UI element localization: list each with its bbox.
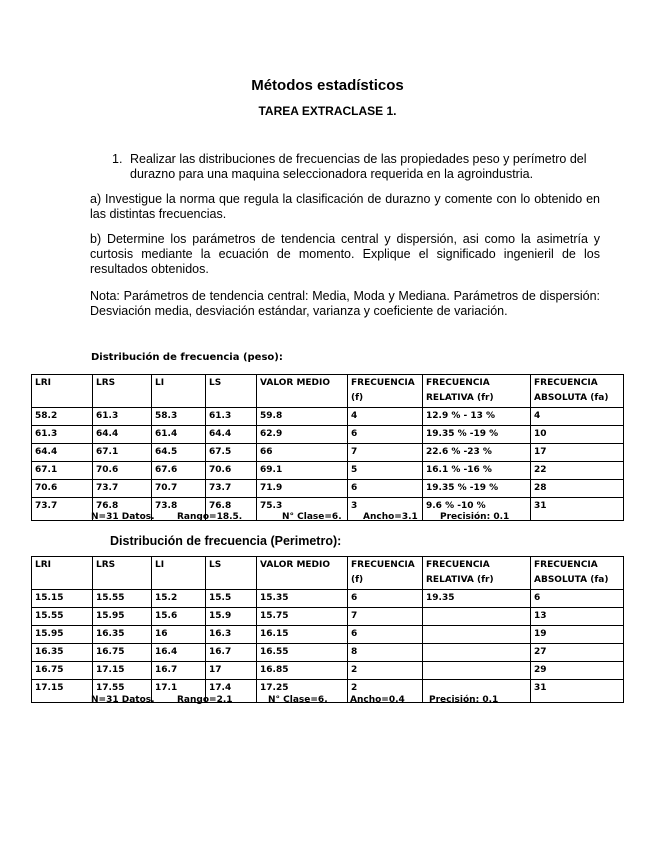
- table-cell: 58.3: [152, 408, 206, 426]
- table-row: [32, 662, 624, 680]
- table-cell: 73.8: [152, 498, 206, 521]
- table-cell: 15.15: [32, 590, 93, 608]
- table-row: [32, 608, 624, 626]
- table-header-row: [32, 375, 624, 408]
- header-cell: FRECUENCIA ABSOLUTA (fa): [531, 375, 624, 408]
- table-cell: 17.55: [93, 680, 152, 703]
- header-cell: FRECUENCIA RELATIVA (fr): [423, 375, 531, 408]
- header-cell: LRI: [32, 375, 93, 408]
- table-cell: 15.55: [32, 608, 93, 626]
- header-cell: FRECUENCIA ABSOLUTA (fa): [531, 557, 624, 590]
- table-cell: 7: [348, 608, 423, 626]
- table-cell: 59.8: [257, 408, 348, 426]
- stat-clases: N° Clase=6.: [282, 512, 342, 522]
- table-cell: 16.85: [257, 662, 348, 680]
- frequency-table-perimetro: [31, 556, 624, 703]
- table-cell: 17.4: [206, 680, 257, 703]
- table-cell: 31: [531, 498, 624, 521]
- table-cell: 66: [257, 444, 348, 462]
- table-cell: 3: [348, 498, 423, 521]
- table-cell: 15.95: [32, 626, 93, 644]
- table-cell: 58.2: [32, 408, 93, 426]
- table-cell: 16.15: [257, 626, 348, 644]
- table-cell: 27: [531, 644, 624, 662]
- table-cell: 17.25: [257, 680, 348, 703]
- header-cell: VALOR MEDIO: [257, 557, 348, 590]
- table-cell: 17.1: [152, 680, 206, 703]
- table-row: [32, 480, 624, 498]
- table-row: [32, 462, 624, 480]
- table-cell: 71.9: [257, 480, 348, 498]
- table2-body: [32, 590, 624, 703]
- table-cell: 6: [348, 590, 423, 608]
- header-cell: LS: [206, 375, 257, 408]
- table-cell: 76.8: [206, 498, 257, 521]
- table-cell: 15.2: [152, 590, 206, 608]
- table-cell: 13: [531, 608, 624, 626]
- table-cell: 69.1: [257, 462, 348, 480]
- header-cell: FRECUENCIA (f): [348, 557, 423, 590]
- table-cell: 2: [348, 662, 423, 680]
- stat-n: N=31 Datos.: [91, 695, 155, 705]
- table-cell: 28: [531, 480, 624, 498]
- table-cell: 6: [531, 590, 624, 608]
- table-cell: 70.7: [152, 480, 206, 498]
- table-cell: 17.15: [32, 680, 93, 703]
- table-cell: [423, 608, 531, 626]
- stat-precision: Precisión: 0.1: [440, 512, 510, 522]
- stat-rango: Rango=18.5.: [177, 512, 243, 522]
- table-cell: 4: [531, 408, 624, 426]
- table-cell: 16.4: [152, 644, 206, 662]
- stat-precision: Precisión: 0.1: [429, 695, 499, 705]
- table-cell: 16.75: [93, 644, 152, 662]
- stat-rango: Rango=2.1: [177, 695, 233, 705]
- table-cell: 10: [531, 426, 624, 444]
- table-cell: 73.7: [93, 480, 152, 498]
- document-subtitle: TAREA EXTRACLASE 1.: [258, 104, 397, 118]
- table-cell: 15.5: [206, 590, 257, 608]
- table-cell: 15.55: [93, 590, 152, 608]
- table-cell: 61.3: [32, 426, 93, 444]
- table-cell: [423, 626, 531, 644]
- table-cell: 15.95: [93, 608, 152, 626]
- stat-n: N=31 Datos.: [91, 512, 155, 522]
- header-cell: LRI: [32, 557, 93, 590]
- document-title: Métodos estadísticos: [251, 77, 404, 94]
- table-cell: 16.7: [152, 662, 206, 680]
- table-cell: 12.9 % - 13 %: [423, 408, 531, 426]
- table-cell: 67.1: [32, 462, 93, 480]
- header-cell: FRECUENCIA (f): [348, 375, 423, 408]
- header-cell: LS: [206, 557, 257, 590]
- table-cell: 70.6: [93, 462, 152, 480]
- table-cell: 19.35: [423, 590, 531, 608]
- table-cell: 16.1 % -16 %: [423, 462, 531, 480]
- table-cell: 22.6 % -23 %: [423, 444, 531, 462]
- table-cell: 17.15: [93, 662, 152, 680]
- paragraph-b: b) Determine los parámetros de tendencia central y dispersión, asi como la asimetría y curtosis mediante la ecuación de momento. Explique el significado ingenieril de los resultados obtenidos.: [90, 232, 600, 276]
- table-header-row: [32, 557, 624, 590]
- table-cell: 64.4: [32, 444, 93, 462]
- table-cell: 6: [348, 426, 423, 444]
- table-cell: 4: [348, 408, 423, 426]
- table-cell: [423, 662, 531, 680]
- table-cell: 67.5: [206, 444, 257, 462]
- table-cell: 17: [531, 444, 624, 462]
- table-cell: 31: [531, 680, 624, 703]
- header-cell: LI: [152, 557, 206, 590]
- item-text: Realizar las distribuciones de frecuencias de las propiedades peso y perímetro del durazno para una maquina seleccionadora requerida en la agroindustria.: [130, 152, 587, 181]
- table-cell: 15.9: [206, 608, 257, 626]
- table1-caption: Distribución de frecuencia (peso):: [91, 352, 283, 363]
- stat-ancho: Ancho=3.1: [363, 512, 418, 522]
- table-row: [32, 426, 624, 444]
- header-cell: FRECUENCIA RELATIVA (fr): [423, 557, 531, 590]
- header-cell: LRS: [93, 375, 152, 408]
- table-cell: 15.75: [257, 608, 348, 626]
- table-cell: 16.3: [206, 626, 257, 644]
- table1-body: [32, 408, 624, 521]
- table-cell: 29: [531, 662, 624, 680]
- table-cell: 16: [152, 626, 206, 644]
- table-cell: 5: [348, 462, 423, 480]
- table-cell: 70.6: [206, 462, 257, 480]
- table-cell: 16.35: [93, 626, 152, 644]
- header-cell: LI: [152, 375, 206, 408]
- table-cell: 61.4: [152, 426, 206, 444]
- table-row: [32, 408, 624, 426]
- table-cell: 8: [348, 644, 423, 662]
- table-cell: 64.4: [206, 426, 257, 444]
- table-cell: 9.6 % -10 %: [423, 498, 531, 521]
- header-cell: VALOR MEDIO: [257, 375, 348, 408]
- table-cell: 17: [206, 662, 257, 680]
- table-cell: 19: [531, 626, 624, 644]
- table-cell: 73.7: [32, 498, 93, 521]
- frequency-table-peso: [31, 374, 624, 521]
- paragraph-a: a) Investigue la norma que regula la clasificación de durazno y comente con lo obtenido en las distintas frecuencias.: [90, 192, 600, 221]
- table-cell: 70.6: [32, 480, 93, 498]
- table-cell: 64.5: [152, 444, 206, 462]
- table-cell: 22: [531, 462, 624, 480]
- item-number: 1.: [112, 152, 123, 166]
- table-cell: 19.35 % -19 %: [423, 426, 531, 444]
- table-cell: 16.55: [257, 644, 348, 662]
- table-cell: 76.8: [93, 498, 152, 521]
- stat-clases: N° Clase=6.: [268, 695, 328, 705]
- table-cell: 67.1: [93, 444, 152, 462]
- table-cell: 7: [348, 444, 423, 462]
- table-cell: 61.3: [93, 408, 152, 426]
- table-row: [32, 590, 624, 608]
- paragraph-nota: Nota: Parámetros de tendencia central: Media, Moda y Mediana. Parámetros de dispersión: Desviación media, desviación estándar, varianza y coeficiente de variación.: [90, 289, 600, 318]
- stat-ancho: Ancho=0.4: [350, 695, 405, 705]
- table-cell: 2: [348, 680, 423, 703]
- table-cell: 15.35: [257, 590, 348, 608]
- table-cell: 73.7: [206, 480, 257, 498]
- header-cell: LRS: [93, 557, 152, 590]
- numbered-item-1: [112, 152, 602, 182]
- table-cell: 67.6: [152, 462, 206, 480]
- table-cell: 6: [348, 480, 423, 498]
- table-cell: 16.75: [32, 662, 93, 680]
- table-cell: 62.9: [257, 426, 348, 444]
- table-cell: 15.6: [152, 608, 206, 626]
- table-cell: 19.35 % -19 %: [423, 480, 531, 498]
- table-cell: 61.3: [206, 408, 257, 426]
- table-row: [32, 444, 624, 462]
- table2-caption: Distribución de frecuencia (Perimetro):: [110, 534, 342, 548]
- table-cell: 16.35: [32, 644, 93, 662]
- table-row: [32, 644, 624, 662]
- table-cell: 16.7: [206, 644, 257, 662]
- table-cell: 75.3: [257, 498, 348, 521]
- table-cell: [423, 644, 531, 662]
- table-cell: 6: [348, 626, 423, 644]
- table-row: [32, 626, 624, 644]
- table-cell: 64.4: [93, 426, 152, 444]
